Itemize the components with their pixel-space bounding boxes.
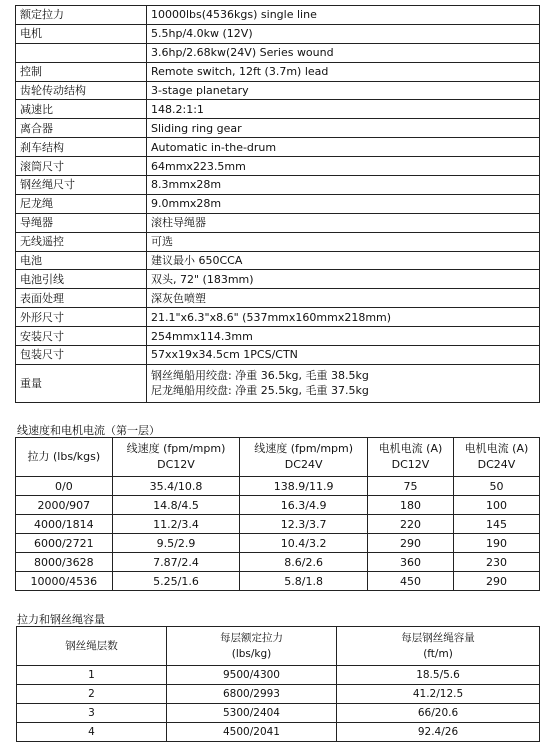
table-cell: 190: [453, 534, 539, 553]
spec-row: [16, 194, 540, 213]
spec-label: 无线遥控: [16, 232, 147, 251]
table-cell: 360: [367, 553, 453, 572]
spec-value: 滚柱导绳器: [147, 213, 540, 232]
spec-label: 外形尺寸: [16, 308, 147, 327]
spec-label: 控制: [16, 62, 147, 81]
spec-row: [16, 289, 540, 308]
table-cell: 75: [367, 477, 453, 496]
capacity-header-cell: [337, 627, 540, 666]
table-cell: 138.9/11.9: [240, 477, 368, 496]
spec-label: 齿轮传动结构: [16, 81, 147, 100]
table-cell: 7.87/2.4: [112, 553, 240, 572]
capacity-header-cell: [17, 627, 167, 666]
header-line-1: 电机电流 (A): [378, 442, 443, 455]
table-cell: 5.25/1.6: [112, 572, 240, 591]
header-line-1: 电机电流 (A): [464, 442, 529, 455]
spec-label: 导绳器: [16, 213, 147, 232]
spec-row: [16, 213, 540, 232]
table-cell: 100: [453, 496, 539, 515]
spec-body: [16, 6, 540, 365]
table-cell: 6000/2721: [16, 534, 113, 553]
spec-value: 双头, 72" (183mm): [147, 270, 540, 289]
spec-label: 额定拉力: [16, 6, 147, 25]
spec-value: 可选: [147, 232, 540, 251]
table-cell: 145: [453, 515, 539, 534]
capacity-table-title: 拉力和钢丝绳容量: [17, 613, 105, 626]
table-row: [17, 685, 540, 704]
table-cell: 0/0: [16, 477, 113, 496]
table-cell: 9.5/2.9: [112, 534, 240, 553]
spec-row: [16, 327, 540, 346]
table-row: [17, 666, 540, 685]
spec-row: [16, 6, 540, 25]
spec-row: [16, 100, 540, 119]
speed-body: [16, 477, 540, 591]
spec-value: 深灰色喷塑: [147, 289, 540, 308]
spec-row-weight: [16, 364, 540, 402]
table-cell: 14.8/4.5: [112, 496, 240, 515]
table-row: [17, 723, 540, 742]
table-cell: 8.6/2.6: [240, 553, 368, 572]
header-line-2: (ft/m): [423, 648, 453, 660]
spec-row: [16, 346, 540, 365]
table-cell: 290: [453, 572, 539, 591]
spec-value: 10000lbs(4536kgs) single line: [147, 6, 540, 25]
speed-table-title: 线速度和电机电流（第一层）: [17, 424, 160, 437]
spec-label: 安装尺寸: [16, 327, 147, 346]
spec-label: 电机: [16, 24, 147, 43]
table-cell: 10000/4536: [16, 572, 113, 591]
spec-label: 电池: [16, 251, 147, 270]
spec-row: [16, 62, 540, 81]
table-cell: 11.2/3.4: [112, 515, 240, 534]
weight-line: 钢丝绳船用绞盘: 净重 36.5kg, 毛重 38.5kg: [151, 369, 369, 383]
table-cell: 9500/4300: [167, 666, 337, 685]
table-cell: 290: [367, 534, 453, 553]
spec-value: 3-stage planetary: [147, 81, 540, 100]
spec-value: Sliding ring gear: [147, 119, 540, 138]
table-cell: 230: [453, 553, 539, 572]
table-cell: 92.4/26: [337, 723, 540, 742]
speed-header-row: [16, 438, 540, 477]
table-cell: 220: [367, 515, 453, 534]
header-line-1: 线速度 (fpm/mpm): [126, 442, 226, 455]
spec-label: 刹车结构: [16, 138, 147, 157]
speed-header-cell: [453, 438, 539, 477]
header-line-1: 拉力 (lbs/kgs): [27, 450, 101, 463]
table-cell: 180: [367, 496, 453, 515]
spec-row: [16, 232, 540, 251]
speed-table: [15, 437, 540, 591]
spec-row: [16, 251, 540, 270]
weight-line: 尼龙绳船用绞盘: 净重 25.5kg, 毛重 37.5kg: [151, 384, 369, 398]
capacity-header-row: [17, 627, 540, 666]
table-cell: 16.3/4.9: [240, 496, 368, 515]
header-line-2: DC24V: [284, 458, 323, 471]
speed-header-cell: [112, 438, 240, 477]
spec-label: 滚筒尺寸: [16, 157, 147, 176]
table-cell: 50: [453, 477, 539, 496]
table-cell: 35.4/10.8: [112, 477, 240, 496]
spec-value: 21.1"x6.3"x8.6" (537mmx160mmx218mm): [147, 308, 540, 327]
spec-value: 3.6hp/2.68kw(24V) Series wound: [147, 43, 540, 62]
table-cell: 2: [17, 685, 167, 704]
spec-row: [16, 270, 540, 289]
spec-value: 9.0mmx28m: [147, 194, 540, 213]
table-row: [16, 553, 540, 572]
table-row: [16, 496, 540, 515]
header-line-1: 每层钢丝绳容量: [401, 632, 475, 644]
spec-row: [16, 24, 540, 43]
spec-value: 建议最小 650CCA: [147, 251, 540, 270]
spec-value: 57xx19x34.5cm 1PCS/CTN: [147, 346, 540, 365]
table-cell: 10.4/3.2: [240, 534, 368, 553]
spec-label: 包装尺寸: [16, 346, 147, 365]
spec-row: [16, 308, 540, 327]
table-cell: 2000/907: [16, 496, 113, 515]
table-cell: 4: [17, 723, 167, 742]
header-line-2: DC24V: [477, 458, 516, 471]
speed-header-cell: [240, 438, 368, 477]
table-row: [16, 515, 540, 534]
spec-label: 表面处理: [16, 289, 147, 308]
header-line-1: 钢丝绳层数: [65, 640, 118, 652]
spec-label: [16, 43, 147, 62]
table-cell: 4000/1814: [16, 515, 113, 534]
header-line-1: 每层额定拉力: [220, 632, 283, 644]
header-line-2: DC12V: [391, 458, 430, 471]
table-cell: 4500/2041: [167, 723, 337, 742]
spec-value: Automatic in-the-drum: [147, 138, 540, 157]
spec-value: Remote switch, 12ft (3.7m) lead: [147, 62, 540, 81]
table-cell: 66/20.6: [337, 704, 540, 723]
table-row: [17, 704, 540, 723]
table-row: [16, 572, 540, 591]
spec-label: 离合器: [16, 119, 147, 138]
spec-label: 电池引线: [16, 270, 147, 289]
header-line-2: DC12V: [157, 458, 195, 471]
capacity-body: [17, 666, 540, 742]
capacity-table: [16, 626, 540, 742]
table-cell: 5.8/1.8: [240, 572, 368, 591]
capacity-header-cell: [167, 627, 337, 666]
spec-value: 64mmx223.5mm: [147, 157, 540, 176]
spec-row: [16, 43, 540, 62]
table-cell: 1: [17, 666, 167, 685]
spec-value: 8.3mmx28m: [147, 176, 540, 195]
spec-label: 减速比: [16, 100, 147, 119]
spec-value: 5.5hp/4.0kw (12V): [147, 24, 540, 43]
spec-row: [16, 176, 540, 195]
table-cell: 12.3/3.7: [240, 515, 368, 534]
table-cell: 6800/2993: [167, 685, 337, 704]
spec-table: [15, 5, 540, 403]
table-cell: 5300/2404: [167, 704, 337, 723]
spec-row: [16, 119, 540, 138]
spec-value: 148.2:1:1: [147, 100, 540, 119]
table-row: [16, 534, 540, 553]
spec-label: 重量: [16, 364, 147, 402]
header-line-1: 线速度 (fpm/mpm): [254, 442, 354, 455]
table-cell: 450: [367, 572, 453, 591]
spec-value: [147, 364, 540, 402]
spec-row: [16, 157, 540, 176]
spec-row: [16, 81, 540, 100]
speed-header-cell: [16, 438, 113, 477]
spec-label: 尼龙绳: [16, 194, 147, 213]
table-row: [16, 477, 540, 496]
table-cell: 3: [17, 704, 167, 723]
table-cell: 41.2/12.5: [337, 685, 540, 704]
table-cell: 8000/3628: [16, 553, 113, 572]
header-line-2: (lbs/kg): [231, 648, 272, 660]
spec-value: 254mmx114.3mm: [147, 327, 540, 346]
speed-header-cell: [367, 438, 453, 477]
spec-label: 钢丝绳尺寸: [16, 176, 147, 195]
spec-row: [16, 138, 540, 157]
table-cell: 18.5/5.6: [337, 666, 540, 685]
